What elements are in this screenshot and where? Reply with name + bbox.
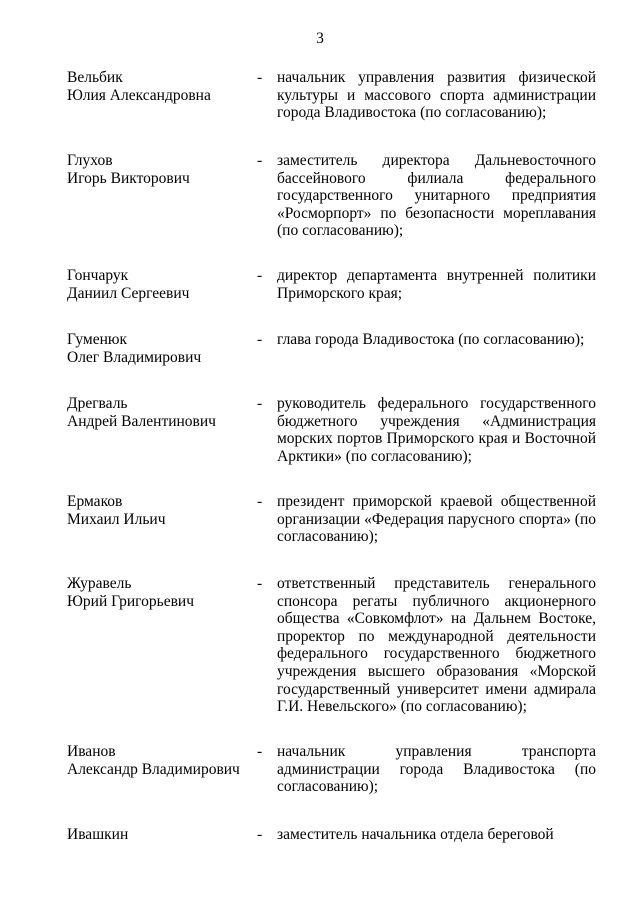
person-name: [67, 395, 257, 430]
person-role: заместитель директора Дальневосточного бассейнового филиала федерального государственного унитарного предприятия «Росморпорт» по безопасности мореплавания (по согласованию);: [277, 152, 596, 240]
person-surname: Вельбик: [67, 69, 123, 86]
person-role: заместитель начальника отдела береговой: [277, 826, 554, 843]
person-role: начальник управления транспорта администрации города Владивостока (по согласованию);: [277, 743, 596, 796]
dash-separator: -: [257, 69, 263, 86]
person-given-names: Андрей Валентинович: [67, 412, 216, 430]
person-surname: Гуменюк: [67, 331, 128, 348]
person-given-names: Олег Владимирович: [67, 348, 202, 366]
person-given-names: Даниил Сергеевич: [67, 284, 190, 302]
person-name: [67, 152, 257, 187]
person-surname: Дрегваль: [67, 395, 128, 412]
dash-separator: -: [257, 267, 263, 284]
dash-separator: -: [257, 743, 263, 760]
person-role: начальник управления развития физической культуры и массового спорта администрации города Владивостока (по согласованию);: [277, 69, 596, 122]
person-given-names: Юлия Александровна: [67, 86, 211, 104]
person-surname: Гончарук: [67, 267, 129, 284]
person-given-names: Юрий Григорьевич: [67, 592, 195, 610]
person-surname: Ивашкин: [67, 826, 129, 843]
person-name: [67, 493, 257, 528]
page-number: 3: [316, 30, 324, 47]
person-name: [67, 267, 257, 302]
person-role: руководитель федерального государственного бюджетного учреждения «Администрация морских портов Приморского края и Восточной Арктики» (по согласованию);: [277, 395, 596, 465]
dash-separator: -: [257, 331, 263, 348]
person-name: [67, 826, 257, 844]
person-surname: Ермаков: [67, 493, 123, 510]
person-given-names: Михаил Ильич: [67, 510, 166, 528]
person-name: [67, 331, 257, 366]
dash-separator: -: [257, 395, 263, 412]
dash-separator: -: [257, 493, 263, 510]
dash-separator: -: [257, 152, 263, 169]
person-surname: Глухов: [67, 152, 113, 169]
person-given-names: Александр Владимирович: [67, 760, 240, 778]
person-role: президент приморской краевой общественной организации «Федерация парусного спорта» (по согласованию);: [277, 493, 596, 546]
dash-separator: -: [257, 575, 263, 592]
person-name: [67, 69, 257, 104]
person-given-names: Игорь Викторович: [67, 169, 190, 187]
person-role: глава города Владивостока (по согласованию);: [277, 331, 585, 348]
dash-separator: -: [257, 826, 263, 843]
person-role: директор департамента внутренней политики Приморского края;: [277, 267, 596, 302]
person-surname: Журавель: [67, 575, 132, 592]
person-name: [67, 743, 257, 778]
person-role: ответственный представитель генерального спонсора регаты публичного акционерного общества «Совкомфлот» на Дальнем Востоке, проректор по международной деятельности федерального государственного бюджетного учреждения высшего образования «Морской государственный университет имени адмирала Г.И. Невельского» (по согласованию);: [277, 575, 596, 716]
person-surname: Иванов: [67, 743, 116, 760]
person-name: [67, 575, 257, 610]
